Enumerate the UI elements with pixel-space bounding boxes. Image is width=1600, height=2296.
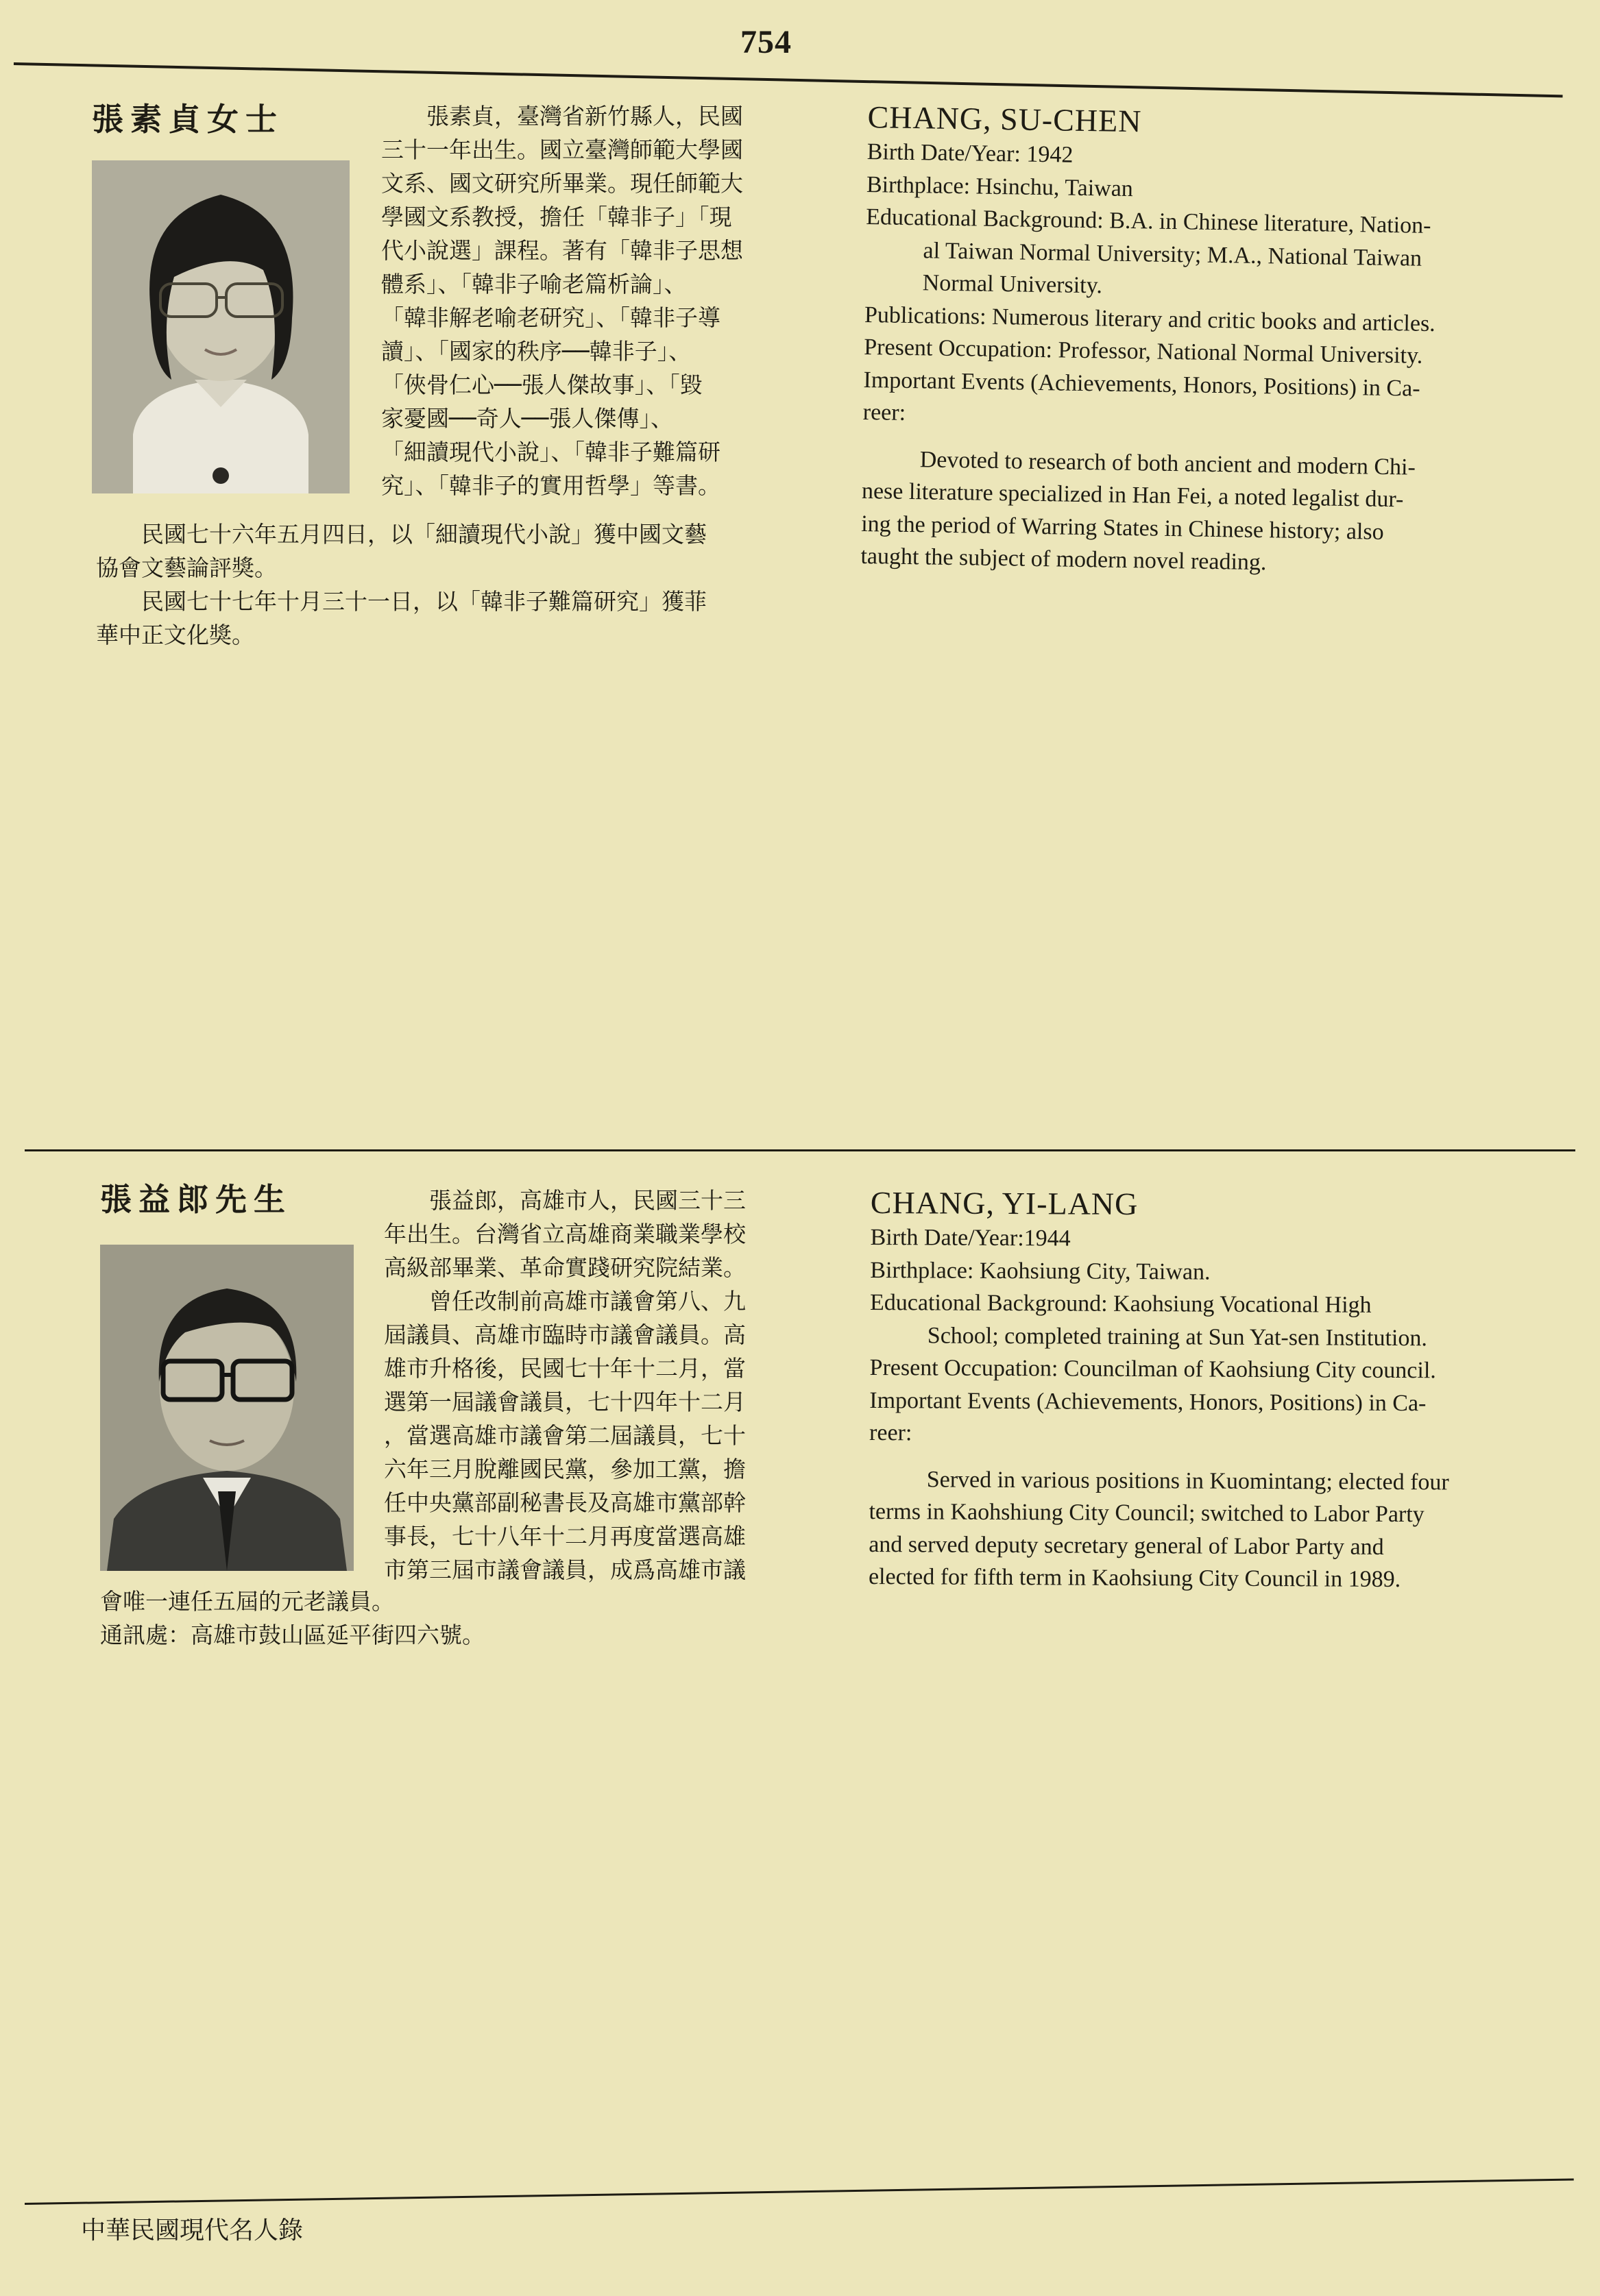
zh-line: 究」、「韓非子的實用哲學」等書。 — [381, 472, 720, 499]
entry-2-english-name: CHANG, YI-LANG — [870, 1185, 1139, 1222]
zh-line: 民國七十七年十月三十一日，以「韓非子難篇研究」獲菲 — [141, 588, 707, 615]
en-line: Normal University. — [922, 270, 1103, 299]
zh-line: 「細讀現代小說」、「韓非子難篇研 — [381, 439, 720, 465]
zh-line: 高級部畢業、革命實踐研究院結業。 — [384, 1254, 746, 1281]
entry-1-portrait-photo — [92, 160, 350, 493]
entry-1-english-biography — [860, 99, 1439, 581]
en-line: Educational Background: B.A. in Chinese literature, Nation- — [865, 204, 1431, 239]
zh-line: 張益郎，高雄市人，民國三十三 — [429, 1187, 746, 1214]
zh-line: 華中正文化獎。 — [96, 622, 254, 648]
en-line: and served deputy secretary general of Labor Party and — [869, 1531, 1384, 1560]
footer-book-title: 中華民國現代名人錄 — [81, 2216, 304, 2245]
zh-line: 市第三屆市議會議員，成爲高雄市議 — [384, 1556, 746, 1583]
zh-line: 屆議員、高雄市臨時市議會議員。高 — [384, 1321, 746, 1348]
zh-line: 「韓非解老喻老研究」、「韓非子導 — [381, 304, 720, 331]
entry-2-chinese-biography — [384, 1184, 746, 1587]
zh-line: 曾任改制前高雄市議會第八、九 — [429, 1288, 746, 1315]
zh-line: 學國文系教授，擔任「韓非子」「現 — [381, 204, 732, 230]
en-line: elected for fifth term in Kaohsiung City Council in 1989. — [868, 1563, 1401, 1593]
entry-2-english-biography — [869, 1184, 1451, 1596]
entry-2-chinese-name: 張益郎先生 — [100, 1181, 292, 1218]
entry-1-english-name: CHANG, SU-CHEN — [867, 99, 1142, 139]
entry-2-portrait-photo — [100, 1245, 354, 1571]
en-line: Birthplace: Kaohsiung City, Taiwan. — [870, 1257, 1211, 1285]
entry-1-chinese-name: 張素貞女士 — [92, 101, 284, 138]
en-line: terms in Kaohshiung City Council; switched to Labor Party — [869, 1498, 1425, 1528]
woman-portrait-icon — [92, 160, 350, 493]
en-line: Birthplace: Hsinchu, Taiwan — [866, 171, 1134, 201]
bottom-rule — [25, 2179, 1574, 2205]
entry-1-chinese-awards — [96, 517, 707, 652]
en-line: Present Occupation: Councilman of Kaohsiung City council. — [869, 1354, 1436, 1384]
zh-line: 通訊處：高雄市鼓山區延平街四六號。 — [100, 1622, 485, 1648]
zh-line: 代小說選」課程。著有「韓非子思想 — [381, 237, 743, 264]
zh-line: 民國七十六年五月四日，以「細讀現代小說」獲中國文藝 — [141, 521, 707, 548]
en-line: reer: — [862, 399, 906, 426]
en-line: Birth Date/Year:1944 — [870, 1224, 1071, 1251]
zh-line: 家憂國──奇人──張人傑傳」、 — [381, 405, 673, 432]
en-line: Educational Background: Kaohsiung Vocational High — [869, 1289, 1372, 1318]
zh-line: 年出生。台灣省立高雄商業職業學校 — [384, 1221, 746, 1247]
entry-1-chinese-biography — [381, 99, 743, 502]
en-line: School; completed training at Sun Yat-sen Institution. — [927, 1322, 1427, 1351]
zh-line: 六年三月脫離國民黨，參加工黨，擔 — [384, 1456, 746, 1482]
zh-line: 會唯一連任五屆的元老議員。 — [100, 1588, 394, 1615]
man-portrait-icon — [100, 1245, 354, 1571]
en-line: Served in various positions in Kuomintang; elected four — [926, 1466, 1449, 1495]
top-rule — [14, 62, 1563, 97]
en-line: Important Events (Achievements, Honors, Positions) in Ca- — [869, 1387, 1427, 1416]
zh-line: 體系」、「韓非子喻老篇析論」、 — [381, 271, 687, 297]
en-line: reer: — [869, 1419, 912, 1446]
en-line: nese literature specialized in Han Fei, a noted legalist dur- — [861, 478, 1404, 513]
en-line: ing the period of Warring States in Chinese history; also — [860, 511, 1384, 545]
zh-line: 三十一年出生。國立臺灣師範大學國 — [381, 136, 743, 163]
en-line: Birth Date/Year: 1942 — [866, 138, 1074, 168]
zh-line: 張素貞，臺灣省新竹縣人，民國 — [426, 103, 743, 130]
zh-line: 事長，七十八年十二月再度當選高雄 — [384, 1523, 746, 1550]
en-line: Publications: Numerous literary and critic books and articles. — [864, 302, 1436, 337]
zh-line: 任中央黨部副秘書長及高雄市黨部幹 — [384, 1489, 746, 1516]
en-line: Present Occupation: Professor, National Normal University. — [864, 334, 1423, 369]
en-line: Important Events (Achievements, Honors, Positions) in Ca- — [863, 367, 1420, 402]
zh-line: 「俠骨仁心──張人傑故事」、「毀 — [381, 371, 703, 398]
page-number: 754 — [740, 24, 792, 60]
zh-line: 協會文藝論評獎。 — [96, 554, 277, 581]
middle-rule — [25, 1149, 1575, 1151]
zh-line: 讀」、「國家的秩序──韓非子」、 — [381, 338, 692, 365]
zh-line: 雄市升格後，民國七十年十二月，當 — [384, 1355, 746, 1382]
zh-line: 文系、國文研究所畢業。現任師範大 — [381, 170, 743, 197]
zh-line: ，當選高雄市議會第二屆議員，七十 — [384, 1422, 746, 1449]
entry-2-chinese-address — [100, 1585, 485, 1652]
en-line: al Taiwan Normal University; M.A., National Taiwan — [923, 237, 1422, 271]
en-line: Devoted to research of both ancient and modern Chi- — [919, 446, 1416, 480]
en-line: taught the subject of modern novel reading. — [860, 543, 1267, 576]
zh-line: 選第一屆議會議員，七十四年十二月 — [384, 1389, 746, 1415]
